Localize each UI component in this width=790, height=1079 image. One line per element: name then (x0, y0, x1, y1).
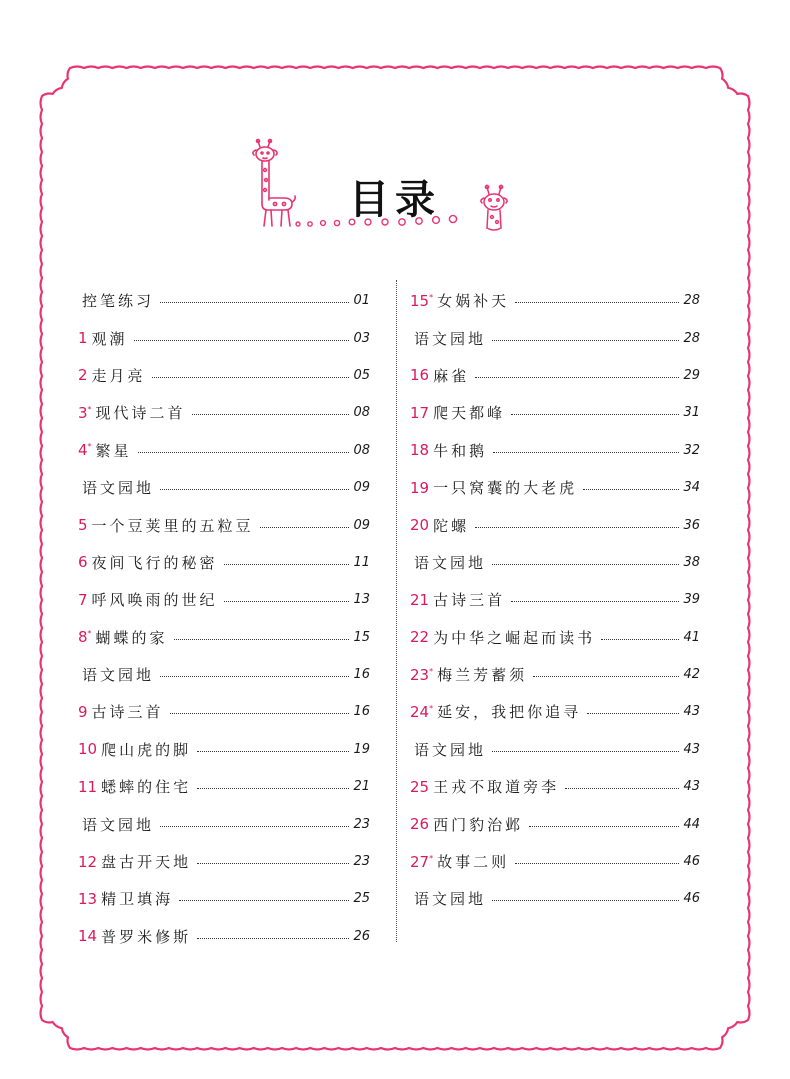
lesson-number (410, 778, 429, 796)
dot-leader (160, 826, 349, 827)
lesson-number-value: 15 (410, 291, 430, 310)
lesson-number (78, 628, 92, 646)
page-number: 41 (683, 629, 700, 645)
toc-entry[interactable] (78, 432, 370, 469)
page-number: 09 (353, 480, 370, 496)
dot-leader (197, 788, 349, 789)
lesson-title: 语文园地 (414, 890, 487, 909)
lesson-number-value: 27 (410, 852, 430, 871)
lesson-title: 蟋蟀的住宅 (101, 778, 192, 797)
dot-leader (179, 900, 349, 901)
toc-entry[interactable] (410, 731, 700, 768)
lesson-title: 语文园地 (414, 553, 487, 572)
lesson-title: 语文园地 (414, 740, 487, 759)
toc-entry[interactable] (78, 544, 370, 581)
lesson-number-value: 26 (410, 815, 430, 834)
toc-column-right (410, 282, 700, 918)
lesson-number (78, 591, 88, 609)
dot-leader (197, 863, 349, 864)
dot-leader (493, 452, 679, 453)
dot-leader (492, 751, 679, 752)
dot-leader (533, 676, 679, 677)
toc-entry[interactable] (78, 880, 370, 917)
lesson-title: 女娲补天 (437, 292, 510, 311)
lesson-title: 爬天都峰 (433, 404, 506, 423)
toc-column-left (78, 282, 370, 955)
lesson-number-value: 8 (78, 628, 88, 647)
lesson-title: 现代诗二首 (95, 404, 186, 423)
lesson-title: 蝴蝶的家 (95, 628, 168, 647)
lesson-number-value: 1 (78, 329, 88, 348)
lesson-title: 为中华之崛起而读书 (433, 628, 596, 647)
optional-lesson-mark: * (429, 703, 434, 713)
page-number: 23 (353, 816, 370, 832)
lesson-title: 观潮 (91, 329, 128, 348)
page-number: 28 (683, 293, 700, 309)
dot-leader (224, 601, 350, 602)
dot-leader (170, 713, 350, 714)
lesson-number (410, 441, 429, 459)
lesson-title: 古诗三首 (91, 703, 164, 722)
toc-entry[interactable] (78, 656, 370, 693)
lesson-title: 西门豹治邺 (433, 815, 524, 834)
dot-leader (138, 452, 350, 453)
toc-entry[interactable] (78, 506, 370, 543)
toc-entry[interactable] (410, 581, 700, 618)
lesson-number-value: 21 (410, 590, 430, 609)
toc-entry[interactable] (410, 843, 700, 880)
lesson-number (410, 404, 429, 422)
page-number: 08 (353, 442, 370, 458)
lesson-number-value: 18 (410, 441, 430, 460)
toc-entry[interactable] (78, 619, 370, 656)
dot-leader (475, 527, 679, 528)
lesson-number (78, 890, 97, 908)
page-title: 目录 (349, 176, 441, 223)
lesson-number-value: 12 (78, 852, 98, 871)
lesson-number-value: 24 (410, 702, 430, 721)
page-number: 11 (353, 554, 370, 570)
lesson-number (410, 366, 429, 384)
optional-lesson-mark: * (429, 292, 434, 302)
page-number: 16 (353, 667, 370, 683)
page-number: 31 (683, 405, 700, 421)
lesson-title: 故事二则 (437, 853, 510, 872)
lesson-number (410, 628, 429, 646)
page-number: 43 (683, 741, 700, 757)
lesson-number (78, 740, 97, 758)
page-number: 19 (353, 741, 370, 757)
page-number: 43 (683, 779, 700, 795)
lesson-number-value: 22 (410, 628, 430, 647)
lesson-number (78, 366, 88, 384)
lesson-title: 语文园地 (82, 666, 155, 685)
page-number: 13 (353, 592, 370, 608)
page-number: 36 (683, 517, 700, 533)
lesson-number (78, 927, 97, 945)
optional-lesson-mark: * (87, 629, 92, 639)
toc-entry[interactable] (410, 282, 700, 319)
lesson-number (78, 703, 88, 721)
lesson-number-value: 5 (78, 516, 88, 535)
optional-lesson-mark: * (429, 666, 434, 676)
page-number: 09 (353, 517, 370, 533)
lesson-number (410, 853, 433, 871)
page-number: 34 (683, 480, 700, 496)
lesson-number-value: 25 (410, 777, 430, 796)
lesson-title: 普罗米修斯 (101, 927, 192, 946)
dot-leader (134, 340, 350, 341)
dot-leader (515, 863, 679, 864)
lesson-number (410, 479, 429, 497)
toc-entry[interactable] (78, 693, 370, 730)
optional-lesson-mark: * (87, 442, 92, 452)
page-number: 38 (683, 554, 700, 570)
page-number: 32 (683, 442, 700, 458)
page-number: 15 (353, 629, 370, 645)
lesson-title: 语文园地 (82, 815, 155, 834)
toc-entry[interactable] (410, 432, 700, 469)
dot-leader (565, 788, 679, 789)
toc-entry[interactable] (410, 805, 700, 842)
page-number: 05 (353, 367, 370, 383)
toc-entry[interactable] (78, 805, 370, 842)
dot-leader (511, 414, 679, 415)
lesson-title: 盘古开天地 (101, 853, 192, 872)
page-number: 42 (683, 667, 700, 683)
lesson-number-value: 14 (78, 927, 98, 946)
dot-leader (192, 414, 350, 415)
lesson-number-value: 19 (410, 478, 430, 497)
giraffe-icon (248, 138, 298, 230)
page-number: 46 (683, 854, 700, 870)
lesson-title: 走月亮 (91, 366, 146, 385)
lesson-title: 梅兰芳蓄须 (437, 666, 528, 685)
page-number: 03 (353, 330, 370, 346)
page-number: 43 (683, 704, 700, 720)
lesson-number (78, 553, 88, 571)
optional-lesson-mark: * (429, 853, 434, 863)
toc-entry[interactable] (78, 918, 370, 955)
page-number: 44 (683, 816, 700, 832)
lesson-number-value: 10 (78, 740, 98, 759)
dot-leader (511, 601, 679, 602)
toc-entry[interactable] (78, 282, 370, 319)
giraffe-head-icon (477, 184, 513, 234)
lesson-number (410, 666, 433, 684)
lesson-title: 陀螺 (433, 516, 470, 535)
page-number: 46 (683, 891, 700, 907)
dot-leader (152, 377, 350, 378)
page-number: 39 (683, 592, 700, 608)
toc-entry[interactable] (78, 581, 370, 618)
toc-entry[interactable] (78, 843, 370, 880)
toc-entry[interactable] (78, 394, 370, 431)
dot-leader (174, 639, 350, 640)
toc-entry[interactable] (78, 469, 370, 506)
toc-entry[interactable] (410, 619, 700, 656)
lesson-number-value: 9 (78, 702, 88, 721)
lesson-title: 王戎不取道旁李 (433, 778, 560, 797)
dot-leader (475, 377, 679, 378)
lesson-title: 精卫填海 (101, 890, 174, 909)
lesson-title: 麻雀 (433, 366, 470, 385)
toc-entry[interactable] (410, 319, 700, 356)
lesson-number-value: 17 (410, 403, 430, 422)
column-divider (396, 280, 397, 942)
dot-leader (160, 676, 349, 677)
lesson-number-value: 11 (78, 777, 98, 796)
lesson-number-value: 23 (410, 665, 430, 684)
lesson-number (78, 404, 92, 422)
dot-leader (515, 302, 679, 303)
page-number: 29 (683, 367, 700, 383)
dot-leader (224, 564, 350, 565)
page-number: 16 (353, 704, 370, 720)
lesson-title: 语文园地 (414, 329, 487, 348)
toc-entry[interactable] (410, 506, 700, 543)
toc-entry[interactable] (410, 880, 700, 917)
lesson-title: 古诗三首 (433, 591, 506, 610)
lesson-title: 繁星 (95, 441, 132, 460)
page-number: 23 (353, 854, 370, 870)
lesson-number-value: 4 (78, 441, 88, 460)
lesson-number-value: 7 (78, 590, 88, 609)
lesson-number-value: 6 (78, 553, 88, 572)
lesson-number-value: 2 (78, 366, 88, 385)
lesson-number (410, 815, 429, 833)
lesson-number (410, 516, 429, 534)
dot-leader (160, 489, 349, 490)
dot-leader (197, 938, 349, 939)
toc-entry[interactable] (410, 394, 700, 431)
lesson-number (78, 778, 97, 796)
lesson-title: 一个豆荚里的五粒豆 (91, 516, 254, 535)
dot-leader (587, 713, 679, 714)
toc-entry[interactable] (410, 469, 700, 506)
lesson-title: 牛和鹅 (433, 441, 488, 460)
toc-entry[interactable] (410, 656, 700, 693)
lesson-title: 呼风唤雨的世纪 (91, 591, 218, 610)
lesson-number (78, 329, 88, 347)
toc-entry[interactable] (78, 319, 370, 356)
toc-entry[interactable] (78, 768, 370, 805)
dot-leader (601, 639, 679, 640)
toc-entry[interactable] (78, 357, 370, 394)
lesson-number (410, 292, 433, 310)
lesson-title: 控笔练习 (82, 292, 155, 311)
lesson-title: 夜间飞行的秘密 (91, 553, 218, 572)
page-number: 26 (353, 928, 370, 944)
toc-entry[interactable] (410, 544, 700, 581)
page-number: 08 (353, 405, 370, 421)
lesson-number (78, 853, 97, 871)
toc-entry[interactable] (78, 731, 370, 768)
lesson-number (410, 591, 429, 609)
lesson-title: 一只窝囊的大老虎 (433, 479, 578, 498)
toc-entry[interactable] (410, 357, 700, 394)
lesson-number (78, 516, 88, 534)
lesson-title: 爬山虎的脚 (101, 740, 192, 759)
dot-leader (197, 751, 349, 752)
lesson-title: 延安，我把你追寻 (437, 703, 582, 722)
dot-leader (492, 340, 679, 341)
dot-leader (160, 302, 349, 303)
lesson-number-value: 13 (78, 889, 98, 908)
toc-entry[interactable] (410, 768, 700, 805)
page-number: 21 (353, 779, 370, 795)
lesson-number-value: 20 (410, 516, 430, 535)
lesson-number (78, 441, 92, 459)
lesson-number (410, 703, 433, 721)
dot-leader (492, 564, 679, 565)
dot-leader (529, 826, 679, 827)
toc-entry[interactable] (410, 693, 700, 730)
dot-leader (492, 900, 679, 901)
page-number: 28 (683, 330, 700, 346)
lesson-title: 语文园地 (82, 479, 155, 498)
dot-leader (583, 489, 679, 490)
page-number: 01 (353, 293, 370, 309)
page-number: 25 (353, 891, 370, 907)
lesson-number-value: 16 (410, 366, 430, 385)
dot-leader (260, 527, 350, 528)
optional-lesson-mark: * (87, 404, 92, 414)
lesson-number-value: 3 (78, 403, 88, 422)
